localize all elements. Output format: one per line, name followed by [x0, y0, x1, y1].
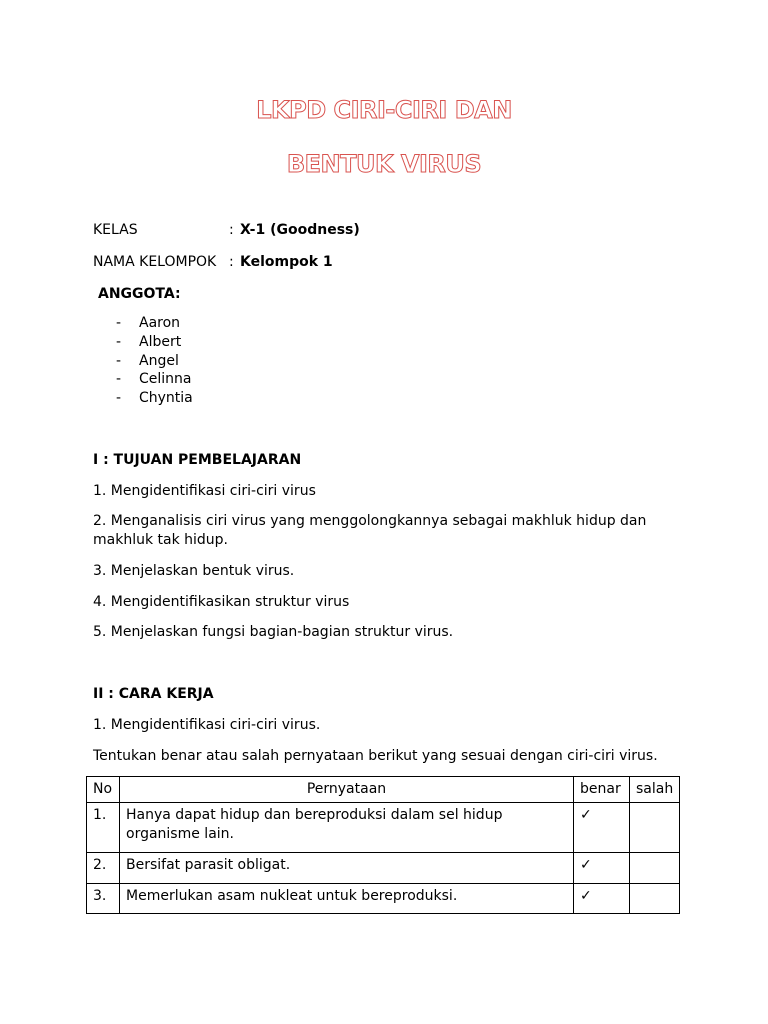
- kelas-label: KELAS: [93, 222, 138, 238]
- header-statement: Pernyataan: [120, 777, 574, 803]
- member-name: Aaron: [139, 315, 181, 331]
- row-no: 3.: [87, 884, 120, 914]
- kelompok-value: Kelompok 1: [240, 254, 333, 270]
- member-name: Celinna: [139, 371, 192, 387]
- row-benar-check: ✓: [574, 853, 630, 884]
- tujuan-item: 3. Menjelaskan bentuk virus.: [93, 563, 295, 579]
- table-row: [87, 853, 680, 884]
- page-title-line-1: LKPD CIRI-CIRI DAN: [256, 96, 512, 124]
- row-no: 1.: [87, 803, 120, 853]
- table-row: [87, 884, 680, 914]
- tujuan-item: 4. Mengidentifikasikan struktur virus: [93, 594, 350, 610]
- kelas-colon: :: [229, 222, 234, 238]
- statement-line: Hanya dapat hidup dan bereproduksi dalam sel hidup: [126, 807, 503, 823]
- member-name: Angel: [139, 353, 179, 369]
- table-row: [87, 803, 680, 853]
- anggota-label: ANGGOTA:: [98, 286, 181, 302]
- list-dash: -: [116, 315, 122, 331]
- row-benar-check: ✓: [574, 884, 630, 914]
- list-dash: -: [116, 353, 122, 369]
- table-header-row: [87, 777, 680, 803]
- list-dash: -: [116, 371, 122, 387]
- list-dash: -: [116, 390, 122, 406]
- header-salah: salah: [630, 777, 680, 803]
- tujuan-item: 2. Menganalisis ciri virus yang menggolongkannya sebagai makhluk hidup dan: [93, 513, 647, 529]
- tujuan-item: 1. Mengidentifikasi ciri-ciri virus: [93, 483, 316, 499]
- row-no: 2.: [87, 853, 120, 884]
- statement-line: organisme lain.: [126, 826, 234, 842]
- member-name: Chyntia: [139, 390, 193, 406]
- page-title-line-2: BENTUK VIRUS: [286, 150, 482, 178]
- list-dash: -: [116, 334, 122, 350]
- cara-kerja-instruction: Tentukan benar atau salah pernyataan berikut yang sesuai dengan ciri-ciri virus.: [93, 748, 658, 764]
- kelompok-label: NAMA KELOMPOK: [93, 254, 217, 270]
- header-no: No: [87, 777, 120, 803]
- row-salah-check: [630, 884, 680, 914]
- kelas-value: X-1 (Goodness): [240, 222, 360, 238]
- header-benar: benar: [574, 777, 630, 803]
- row-statement: Memerlukan asam nukleat untuk bereproduksi.: [120, 884, 574, 914]
- tujuan-item-continued: makhluk tak hidup.: [93, 532, 229, 548]
- kelompok-colon: :: [229, 254, 234, 270]
- row-salah-check: [630, 853, 680, 884]
- row-statement: [120, 803, 574, 853]
- row-statement: Bersifat parasit obligat.: [120, 853, 574, 884]
- tujuan-heading: I : TUJUAN PEMBELAJARAN: [93, 452, 302, 468]
- row-benar-check: ✓: [574, 803, 630, 853]
- cara-kerja-step: 1. Mengidentifikasi ciri-ciri virus.: [93, 717, 321, 733]
- cara-kerja-heading: II : CARA KERJA: [93, 686, 214, 702]
- ciri-virus-table: [86, 776, 680, 914]
- tujuan-item: 5. Menjelaskan fungsi bagian-bagian struktur virus.: [93, 624, 454, 640]
- row-salah-check: [630, 803, 680, 853]
- member-name: Albert: [139, 334, 182, 350]
